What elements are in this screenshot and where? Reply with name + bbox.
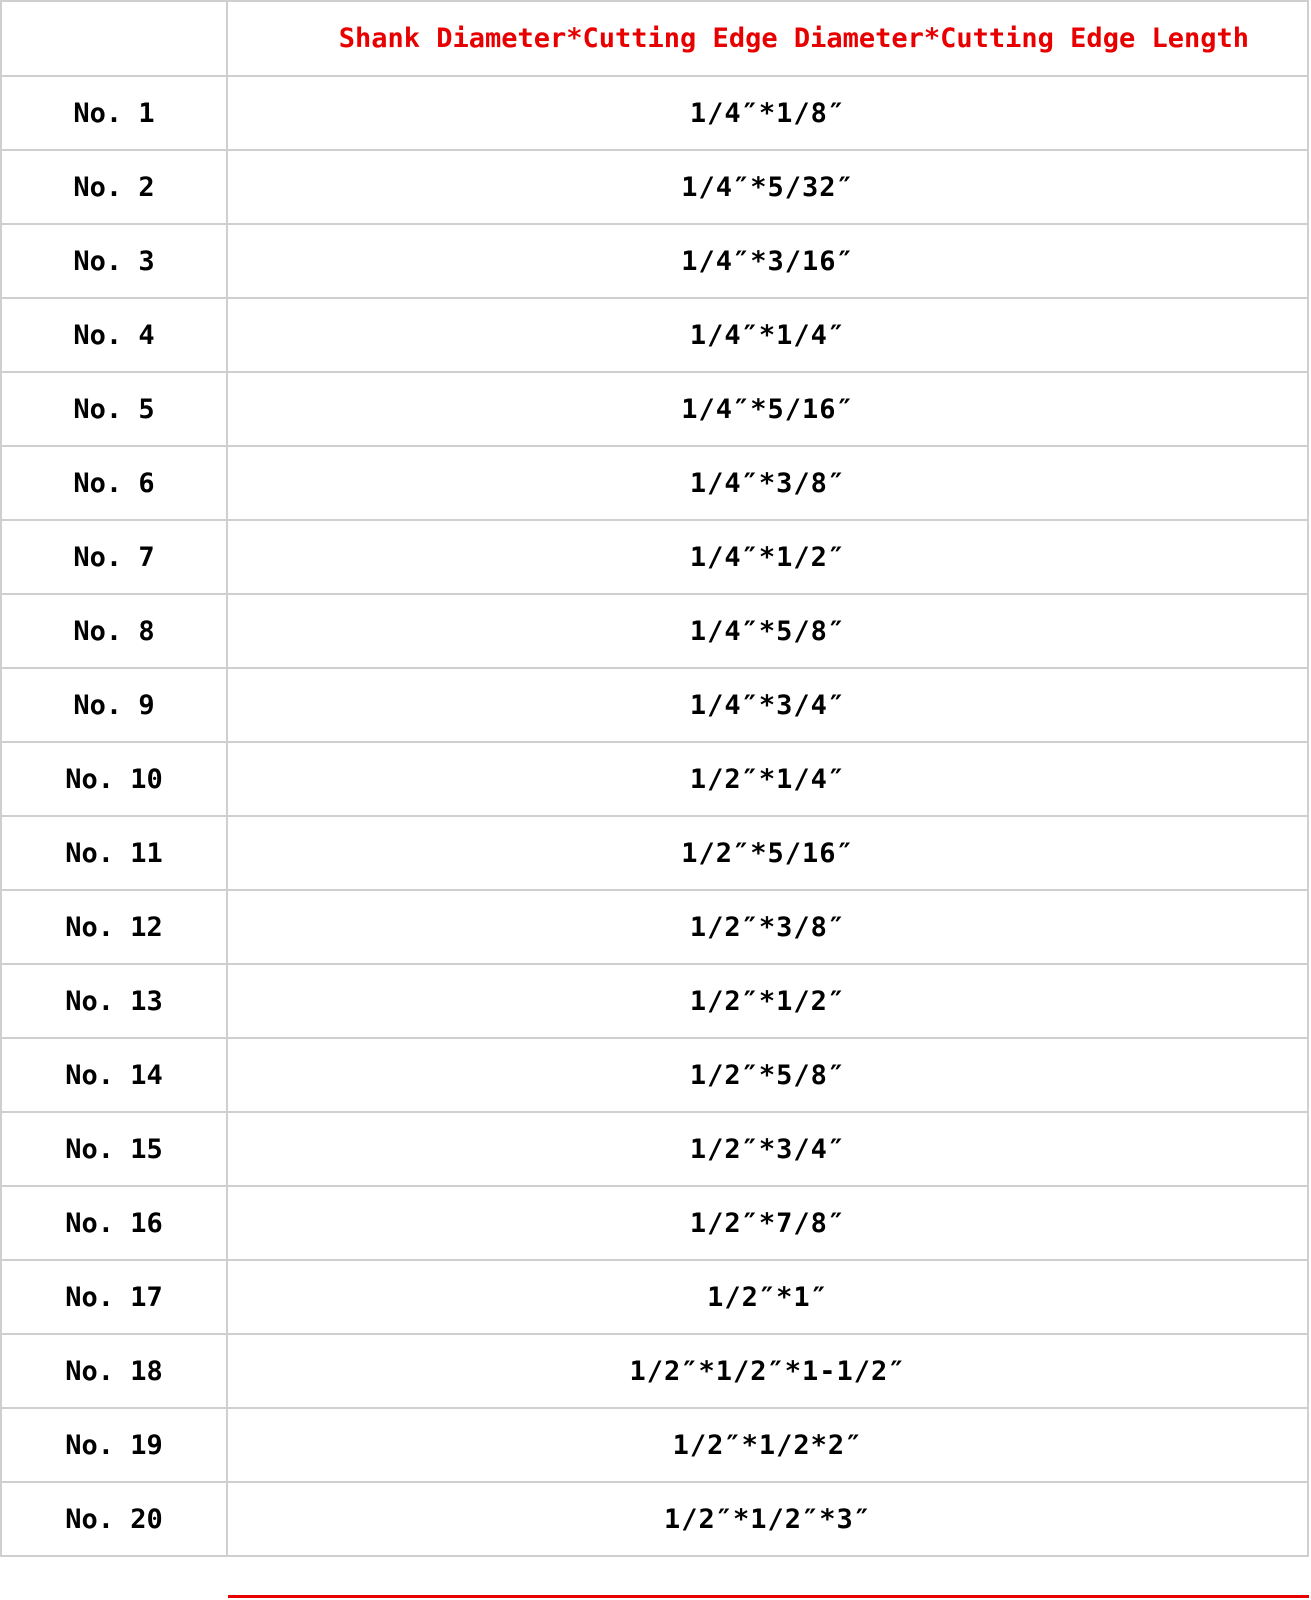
row-size-value: 1/4″*3/8″ <box>227 446 1308 520</box>
row-number-label: No. 4 <box>1 298 227 372</box>
row-number-label: No. 15 <box>1 1112 227 1186</box>
row-number-label: No. 11 <box>1 816 227 890</box>
table-row <box>1 890 1308 964</box>
row-number-label: No. 18 <box>1 1334 227 1408</box>
row-size-value: 1/2″*1″ <box>227 1260 1308 1334</box>
table-row <box>1 1112 1308 1186</box>
table-row <box>1 150 1308 224</box>
table-row <box>1 1260 1308 1334</box>
row-number-label: No. 19 <box>1 1408 227 1482</box>
row-number-label: No. 8 <box>1 594 227 668</box>
table-row <box>1 594 1308 668</box>
table-row <box>1 298 1308 372</box>
row-number-label: No. 16 <box>1 1186 227 1260</box>
row-size-value: 1/4″*5/8″ <box>227 594 1308 668</box>
table-row <box>1 1408 1308 1482</box>
row-number-label: No. 2 <box>1 150 227 224</box>
table-header-row <box>1 1 1308 76</box>
table-row <box>1 520 1308 594</box>
row-size-value: 1/2″*3/8″ <box>227 890 1308 964</box>
table-row <box>1 224 1308 298</box>
row-number-label: No. 12 <box>1 890 227 964</box>
bottom-accent-line <box>228 1595 1309 1598</box>
table-row <box>1 372 1308 446</box>
row-size-value: 1/2″*1/2″ <box>227 964 1308 1038</box>
row-size-value: 1/2″*1/2″*3″ <box>227 1482 1308 1556</box>
row-size-value: 1/4″*1/2″ <box>227 520 1308 594</box>
row-number-label: No. 13 <box>1 964 227 1038</box>
row-number-label: No. 1 <box>1 76 227 150</box>
table-row <box>1 668 1308 742</box>
table-row <box>1 742 1308 816</box>
row-number-label: No. 6 <box>1 446 227 520</box>
table-row <box>1 964 1308 1038</box>
row-size-value: 1/4″*1/4″ <box>227 298 1308 372</box>
row-size-value: 1/4″*3/16″ <box>227 224 1308 298</box>
row-number-label: No. 20 <box>1 1482 227 1556</box>
table-row <box>1 1482 1308 1556</box>
row-size-value: 1/2″*3/4″ <box>227 1112 1308 1186</box>
header-corner-cell <box>1 1 227 76</box>
row-size-value: 1/4″*5/16″ <box>227 372 1308 446</box>
table-row <box>1 816 1308 890</box>
row-size-value: 1/2″*1/4″ <box>227 742 1308 816</box>
row-number-label: No. 10 <box>1 742 227 816</box>
row-size-value: 1/2″*5/16″ <box>227 816 1308 890</box>
row-number-label: No. 14 <box>1 1038 227 1112</box>
row-size-value: 1/2″*5/8″ <box>227 1038 1308 1112</box>
row-size-value: 1/4″*1/8″ <box>227 76 1308 150</box>
row-size-value: 1/4″*5/32″ <box>227 150 1308 224</box>
table-row <box>1 446 1308 520</box>
row-size-value: 1/2″*7/8″ <box>227 1186 1308 1260</box>
table-row <box>1 1186 1308 1260</box>
row-number-label: No. 7 <box>1 520 227 594</box>
table-body <box>1 76 1308 1556</box>
table-row <box>1 1334 1308 1408</box>
row-number-label: No. 17 <box>1 1260 227 1334</box>
row-number-label: No. 5 <box>1 372 227 446</box>
row-size-value: 1/2″*1/2*2″ <box>227 1408 1308 1482</box>
row-size-value: 1/2″*1/2″*1-1/2″ <box>227 1334 1308 1408</box>
row-number-label: No. 9 <box>1 668 227 742</box>
row-size-value: 1/4″*3/4″ <box>227 668 1308 742</box>
table-row <box>1 1038 1308 1112</box>
row-number-label: No. 3 <box>1 224 227 298</box>
table-row <box>1 76 1308 150</box>
header-spec-label: Shank Diameter*Cutting Edge Diameter*Cutting Edge Length <box>227 1 1308 76</box>
